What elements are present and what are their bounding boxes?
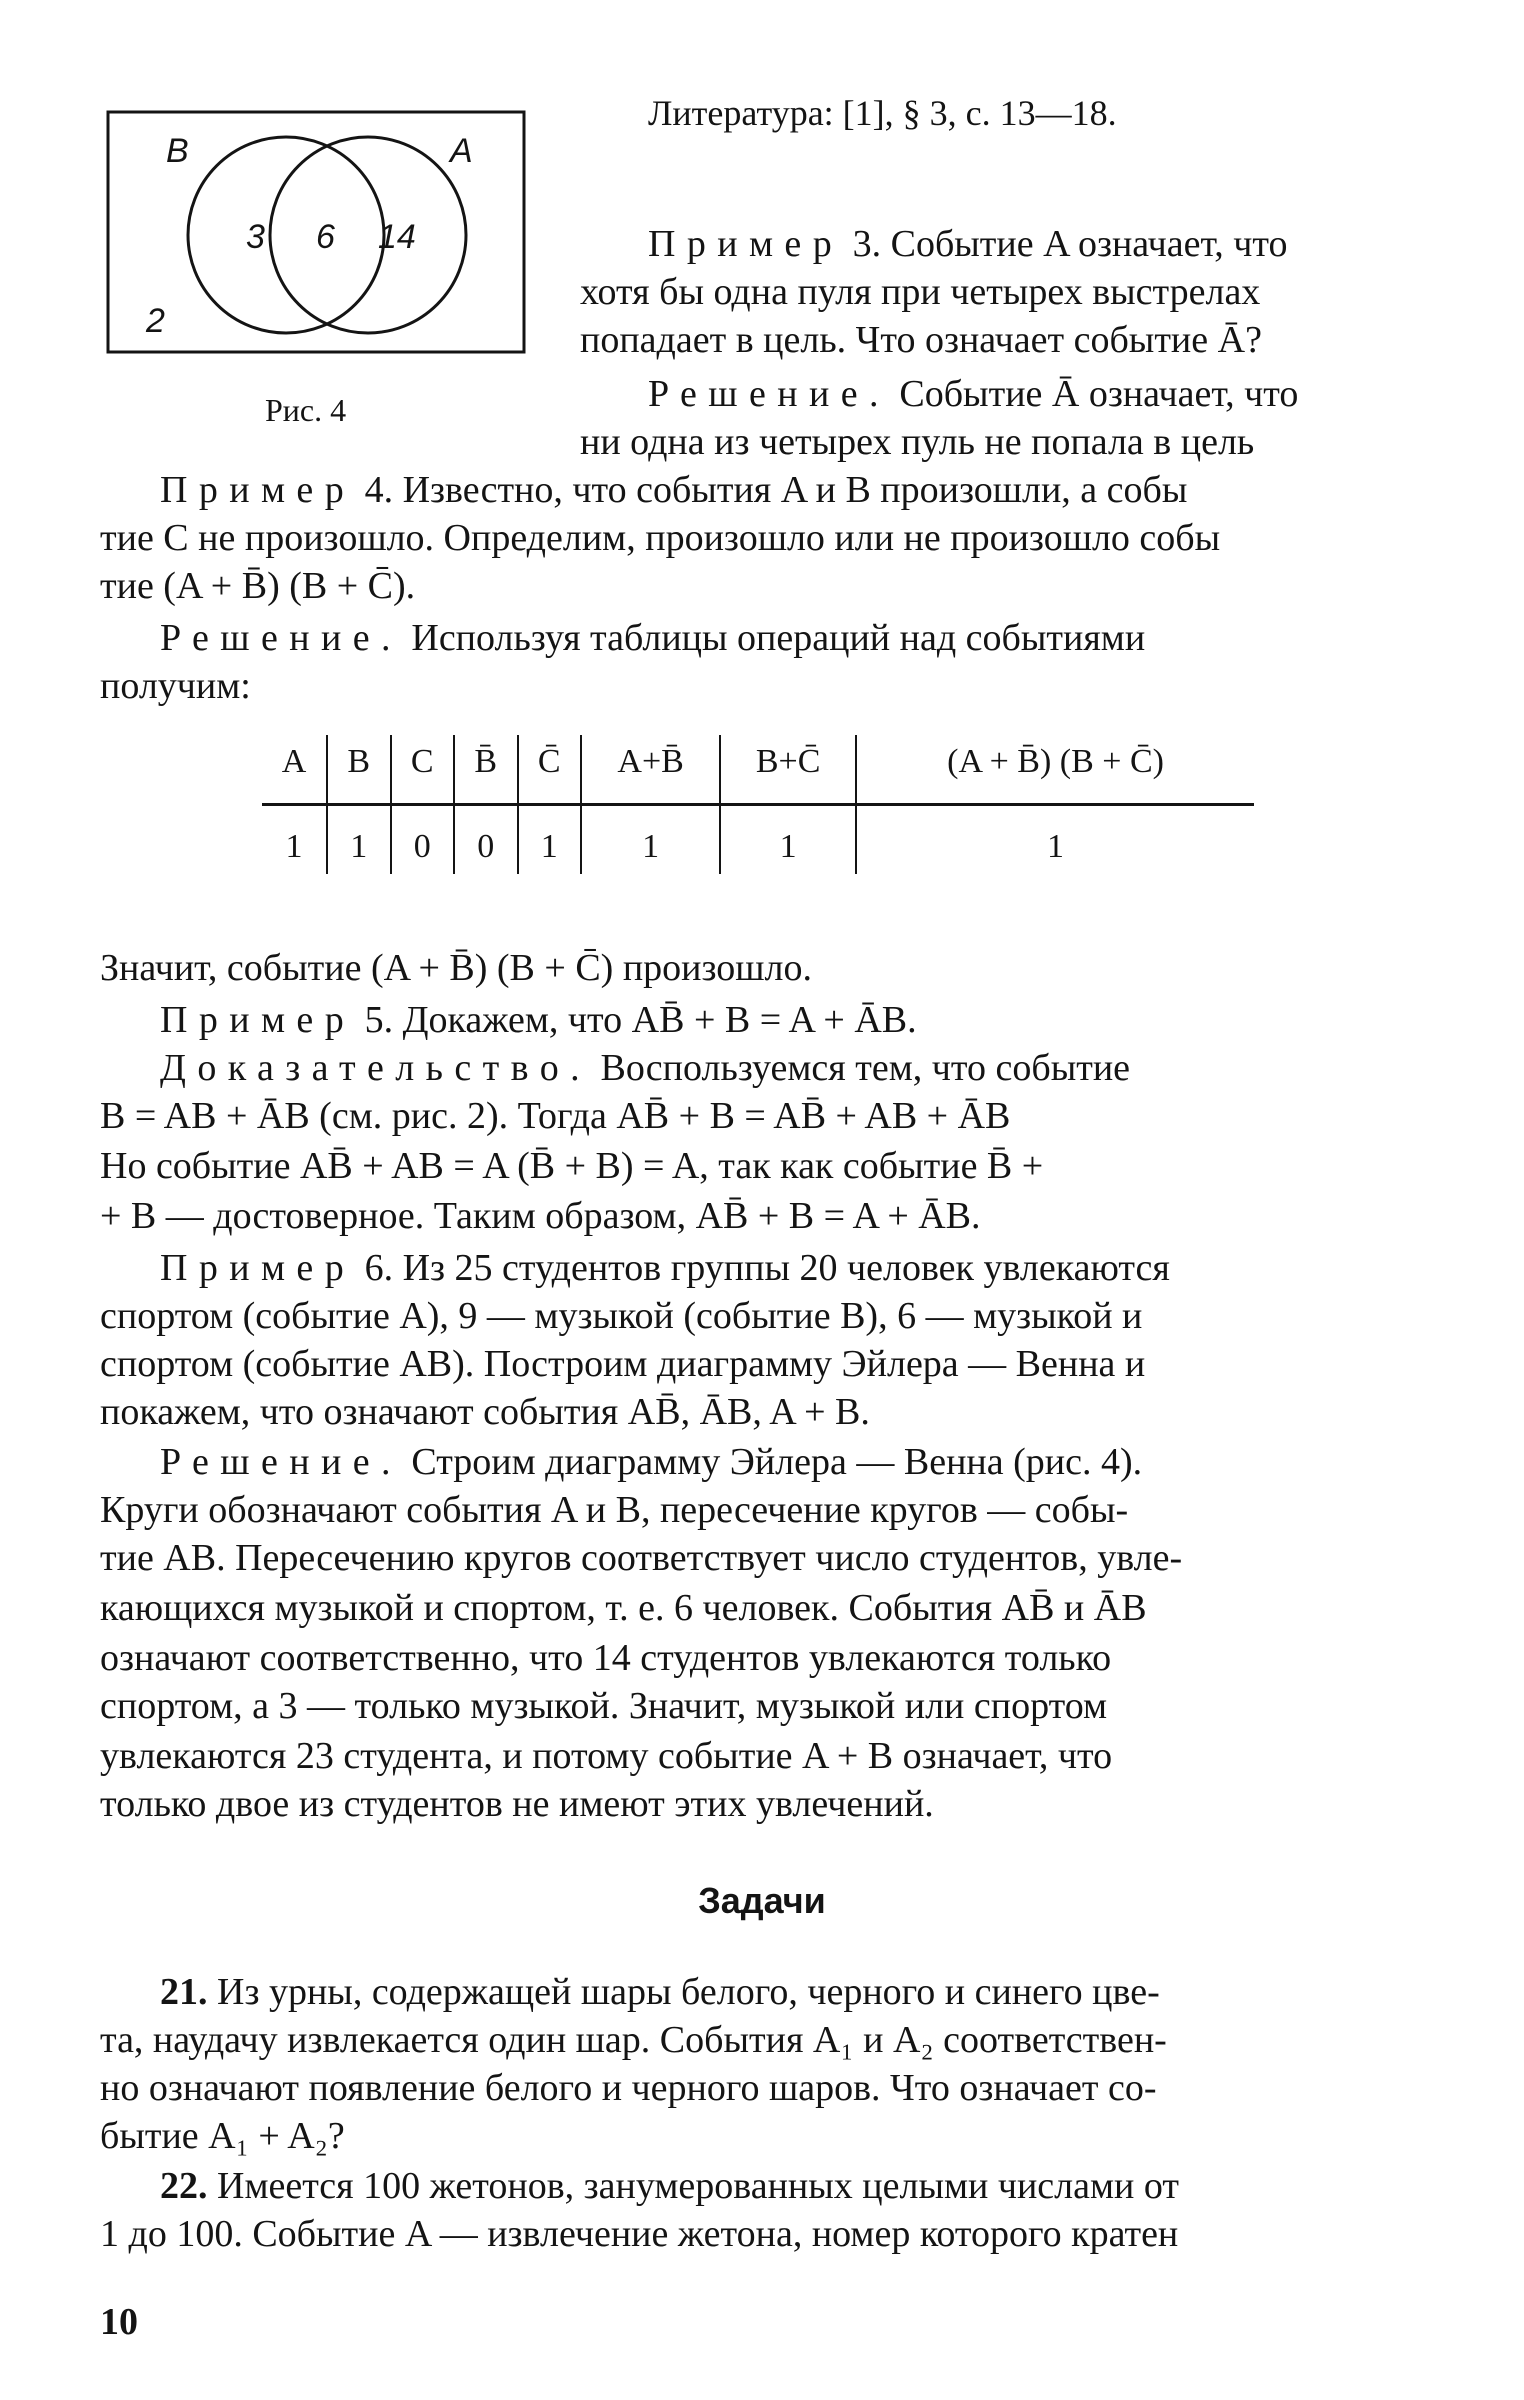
venn-circle-b — [188, 137, 384, 333]
example6-line11: увлекаются 23 студента, и потому событие A + B означает, что — [100, 1735, 1113, 1777]
problem21-line1-text: Из урны, содержащей шары белого, черного и синего цве- — [207, 1971, 1160, 2013]
example6-line12: только двое из студентов не имеют этих увлечений. — [100, 1783, 934, 1825]
truth-table-header-cell: C̄ — [518, 735, 582, 805]
example3-line5: ни одна из четырех пуль не попала в цель — [580, 421, 1255, 463]
example4-line1 — [160, 466, 1187, 514]
venn-count-both: 6 — [316, 218, 335, 256]
truth-table — [262, 735, 1254, 874]
example6-solution — [160, 1438, 1142, 1486]
example5-proof — [160, 1044, 1130, 1092]
figure-caption: Рис. 4 — [265, 392, 347, 428]
example3-line3: попадает в цель. Что означает событие Ā? — [580, 319, 1262, 361]
venn-count-only-a: 14 — [378, 218, 416, 256]
example3-solution-title: Решение. — [648, 373, 890, 415]
example6-title: Пример — [160, 1247, 356, 1289]
venn-count-only-b: 3 — [246, 218, 265, 256]
example6-line6: Круги обозначают события A и B, пересечение кругов — собы- — [100, 1489, 1129, 1531]
truth-table-cell: 1 — [856, 805, 1254, 875]
problem21-number: 21. — [160, 1971, 208, 2013]
example3-title: Пример — [648, 223, 844, 265]
problem22-line1 — [160, 2162, 1179, 2210]
example6-line4: покажем, что означают события AB̄, ĀB, A + B. — [100, 1391, 870, 1433]
example6-line2: спортом (событие A), 9 — музыкой (событие B), 6 — музыкой и — [100, 1295, 1143, 1337]
example5-proof-title: Доказательство. — [160, 1047, 591, 1089]
example4-solution-text: Используя таблицы операций над событиями — [401, 617, 1146, 659]
example4-conclusion: Значит, событие (A + B̄) (B + C̄) произошло. — [100, 947, 812, 989]
problem22-line1-text: Имеется 100 жетонов, занумерованных целыми числами от — [207, 2165, 1179, 2207]
example4-line1-text: 4. Известно, что события A и B произошли, а собы — [355, 469, 1188, 511]
section-heading: Задачи — [698, 1880, 826, 1921]
venn-count-outside: 2 — [146, 302, 165, 340]
example5-line1 — [160, 996, 917, 1044]
problem21-line4: бытие A₁ + A₂? — [100, 2115, 345, 2157]
example5-line3: B = AB + ĀB (см. рис. 2). Тогда AB̄ + B = AB̄ + AB + ĀB — [100, 1095, 1011, 1137]
truth-table-header-row — [262, 735, 1254, 805]
example6-line10: спортом, а 3 — только музыкой. Значит, музыкой или спортом — [100, 1685, 1108, 1727]
venn-diagram — [106, 110, 526, 360]
example6-solution-title: Решение. — [160, 1441, 402, 1483]
example6-line9: означают соответственно, что 14 студентов увлекаются только — [100, 1637, 1112, 1679]
example6-line1 — [160, 1244, 1170, 1292]
example5-proof-text: Воспользуемся тем, что событие — [591, 1047, 1131, 1089]
example5-line4: Но событие AB̄ + AB = A (B̄ + B) = A, так как событие B̄ + — [100, 1145, 1044, 1187]
truth-table-header-cell: B — [327, 735, 391, 805]
example3-line2: хотя бы одна пуля при четырех выстрелах — [580, 271, 1261, 313]
truth-table-cell: 0 — [454, 805, 518, 875]
example3-line1-text: 3. Событие A означает, что — [843, 223, 1288, 265]
venn-label-b: B — [166, 132, 189, 170]
truth-table-cell: 1 — [327, 805, 391, 875]
example5-line5: + B — достоверное. Таким образом, AB̄ + B = A + ĀB. — [100, 1195, 981, 1237]
truth-table-header-cell: C — [391, 735, 455, 805]
example4-solution — [160, 614, 1145, 662]
example4-solution-title: Решение. — [160, 617, 402, 659]
truth-table-header-cell: A+B̄ — [581, 735, 720, 805]
example5-line1-text: 5. Докажем, что AB̄ + B = A + ĀB. — [355, 999, 917, 1041]
truth-table-header-cell: B+C̄ — [720, 735, 856, 805]
example4-line3: тие (A + B̄) (B + C̄). — [100, 565, 416, 607]
problem21-line1 — [160, 1968, 1160, 2016]
problem22-line2: 1 до 100. Событие A — извлечение жетона, номер которого кратен — [100, 2213, 1179, 2255]
problem21-line3: но означают появление белого и черного шаров. Что означает со- — [100, 2067, 1157, 2109]
truth-table-header-cell: B̄ — [454, 735, 518, 805]
truth-table-cell: 0 — [391, 805, 455, 875]
example6-solution-text: Строим диаграмму Эйлера — Венна (рис. 4). — [401, 1441, 1143, 1483]
truth-table-header-cell: (A + B̄) (B + C̄) — [856, 735, 1254, 805]
truth-table-row — [262, 805, 1254, 875]
example6-line7: тие AB. Пересечению кругов соответствует число студентов, увле- — [100, 1537, 1183, 1579]
truth-table-cell: 1 — [518, 805, 582, 875]
truth-table-cell: 1 — [285, 828, 303, 865]
example3-line1 — [648, 220, 1287, 268]
literature-reference: Литература: [1], § 3, с. 13—18. — [648, 93, 1117, 133]
example6-line8: кающихся музыкой и спортом, т. е. 6 человек. События AB̄ и ĀB — [100, 1587, 1147, 1629]
venn-label-a: A — [450, 132, 473, 170]
example3-solution — [648, 370, 1298, 418]
problem22-number: 22. — [160, 2165, 208, 2207]
example6-line1-text: 6. Из 25 студентов группы 20 человек увлекаются — [355, 1247, 1170, 1289]
example4-line5: получим: — [100, 665, 251, 707]
truth-table-cell: 1 — [720, 805, 856, 875]
example6-line3: спортом (событие AB). Построим диаграмму Эйлера — Венна и — [100, 1343, 1146, 1385]
example3-solution-text: Событие Ā означает, что — [889, 373, 1299, 415]
page-number: 10 — [100, 2301, 138, 2343]
example4-line2: тие C не произошло. Определим, произошло или не произошло собы — [100, 517, 1221, 559]
truth-table-cell: 1 — [581, 805, 720, 875]
example5-title: Пример — [160, 999, 356, 1041]
example4-title: Пример — [160, 469, 356, 511]
problem21-line2: та, наудачу извлекается один шар. События A₁ и A₂ соответствен- — [100, 2019, 1167, 2061]
venn-circle-a — [270, 137, 466, 333]
truth-table-header-cell: A — [281, 743, 307, 780]
